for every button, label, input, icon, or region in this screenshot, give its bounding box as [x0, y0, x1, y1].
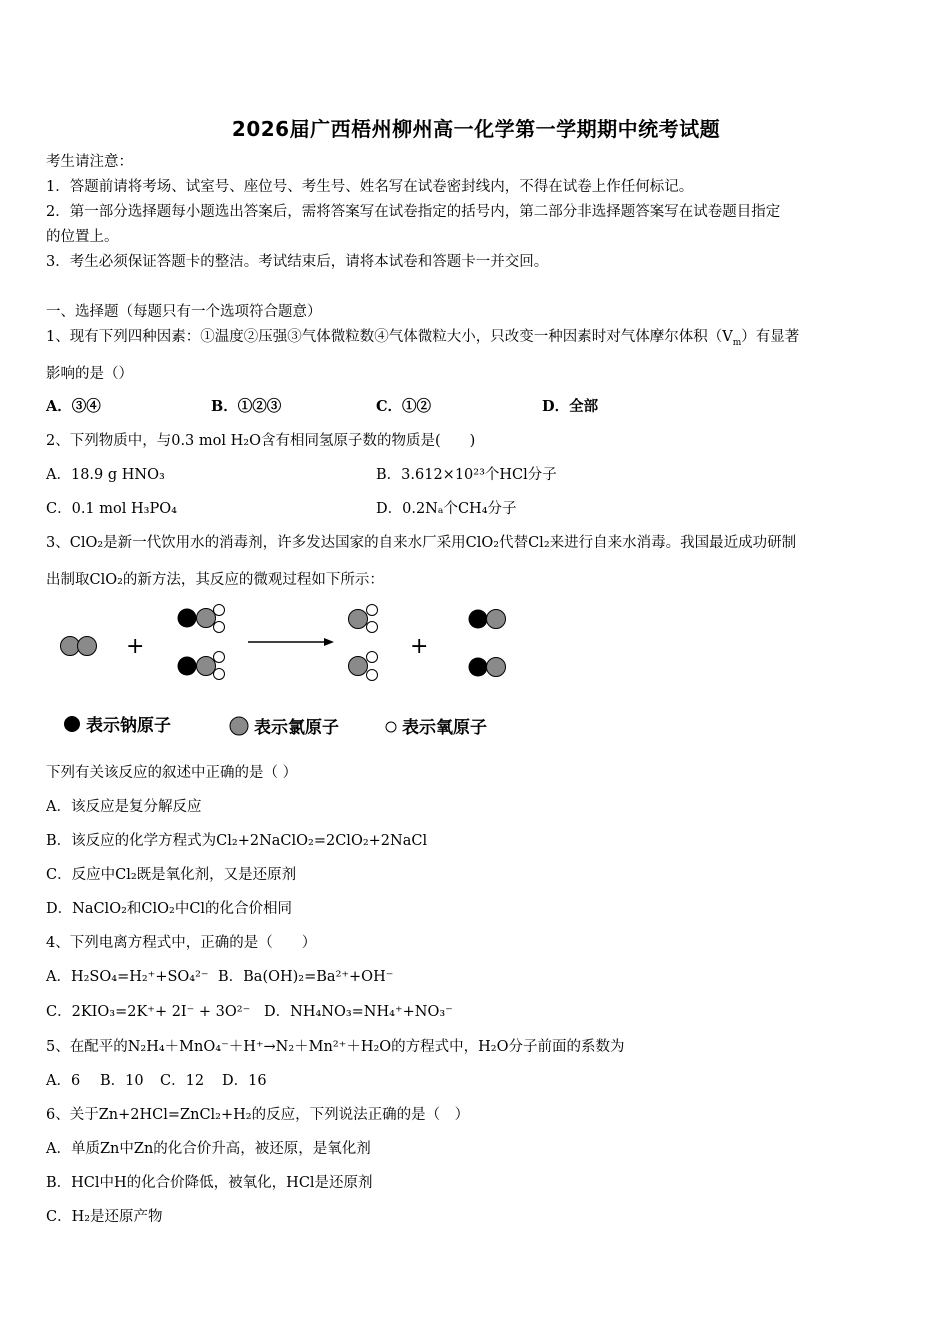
q1-stem-a: 1、现有下列四种因素：①温度②压强③气体微粒数④气体微粒大小，只改变一种因素时对气体摩尔体积（V	[46, 329, 733, 345]
q6-stem: 6、关于Zn+2HCl=ZnCl₂+H₂的反应，下列说法正确的是（ ）	[46, 1107, 470, 1123]
chlorine-dioxide-molecule-2	[349, 652, 378, 681]
q1-option-a: A．③④	[46, 398, 101, 415]
reaction-arrow	[248, 638, 334, 646]
q1-stem-b: ）有显著	[741, 329, 800, 345]
sodium-chloride-molecule-2	[469, 658, 506, 677]
q5-option-c: C．12	[160, 1073, 205, 1089]
q6-option-a: A．单质Zn中Zn的化合价升高，被还原，是氧化剂	[46, 1141, 371, 1157]
q3-option-a: A．该反应是复分解反应	[46, 799, 202, 815]
q4-option-d: D．NH₄NO₃=NH₄⁺+NO₃⁻	[264, 1004, 453, 1020]
sodium-chloride-molecule-1	[469, 610, 506, 629]
page-title: 2026届广西梧州柳州高一化学第一学期期中统考试题	[231, 117, 721, 141]
q5-option-b: B．10	[100, 1073, 144, 1089]
q4-option-a: A．H₂SO₄=H₂⁺+SO₄²⁻	[46, 969, 209, 985]
q3-option-c: C．反应中Cl₂既是氧化剂，又是还原剂	[46, 867, 297, 883]
plus-sign-1: +	[126, 634, 145, 659]
q3-stem-line1: 3、ClO₂是新一代饮用水的消毒剂，许多发达国家的自来水厂采用ClO₂代替Cl₂来进行自来水消毒。我国最近成功研制	[46, 535, 797, 551]
chlorine-dioxide-molecule-1	[349, 605, 378, 633]
section-heading: 一、选择题（每题只有一个选项符合题意）	[46, 304, 322, 320]
q6-option-b: B．HCl中H的化合价降低，被氧化，HCl是还原剂	[46, 1175, 373, 1191]
q2-option-b: B．3.612×10²³个HCl分子	[376, 467, 557, 483]
q1-stem-sub: m	[732, 337, 742, 348]
q5-option-d: D．16	[222, 1073, 267, 1089]
q3-stem-line2: 出制取ClO₂的新方法，其反应的微观过程如下所示：	[46, 572, 384, 588]
q1-stem-line2: 影响的是（）	[46, 366, 133, 382]
q2-option-d: D．0.2Nₐ个CH₄分子	[376, 501, 517, 517]
legend	[64, 715, 487, 738]
legend-oxygen-swatch	[386, 722, 396, 732]
q6-option-c: C．H₂是还原产物	[46, 1209, 163, 1225]
notice-item-2-cont: 的位置上。	[46, 229, 119, 245]
q4-stem: 4、下列电离方程式中，正确的是（ ）	[46, 935, 317, 951]
q3-question: 下列有关该反应的叙述中正确的是（ ）	[46, 765, 298, 781]
q2-option-a: A．18.9 g HNO₃	[46, 467, 165, 483]
q1-option-c: C．①②	[376, 398, 432, 415]
q1-stem	[46, 327, 799, 347]
sodium-chlorite-molecule-2	[178, 652, 225, 680]
reaction-diagram	[46, 600, 566, 748]
legend-oxygen-label: 表示氧原子	[402, 718, 487, 738]
legend-sodium-label: 表示钠原子	[86, 716, 171, 736]
legend-sodium-swatch	[64, 716, 80, 732]
q1-option-d: D．全部	[542, 398, 599, 415]
notice-item-2: 2．第一部分选择题每小题选出答案后，需将答案写在试卷指定的括号内，第二部分非选择题答案写在试卷题目指定	[46, 204, 781, 220]
q3-option-b: B．该反应的化学方程式为Cl₂+2NaClO₂=2ClO₂+2NaCl	[46, 833, 428, 849]
legend-chlorine-swatch	[230, 717, 248, 735]
notice-item-3: 3．考生必须保证答题卡的整洁。考试结束后，请将本试卷和答题卡一并交回。	[46, 254, 549, 270]
plus-sign-2: +	[410, 634, 429, 659]
q2-stem: 2、下列物质中，与0.3 mol H₂O含有相同氢原子数的物质是( )	[46, 433, 476, 449]
q5-option-a: A．6	[46, 1073, 81, 1089]
legend-chlorine-label: 表示氯原子	[254, 718, 339, 738]
notice-heading: 考生请注意：	[46, 154, 133, 170]
chlorine-molecule	[61, 637, 97, 656]
q4-option-c: C．2KIO₃=2K⁺+ 2I⁻ + 3O²⁻	[46, 1004, 251, 1020]
notice-item-1: 1．答题前请将考场、试室号、座位号、考生号、姓名写在试卷密封线内，不得在试卷上作任何标记。	[46, 179, 694, 195]
sodium-chlorite-molecule-1	[178, 605, 225, 633]
q4-option-b: B．Ba(OH)₂=Ba²⁺+OH⁻	[218, 969, 394, 985]
q2-option-c: C．0.1 mol H₃PO₄	[46, 501, 177, 517]
q5-stem: 5、在配平的N₂H₄＋MnO₄⁻＋H⁺→N₂＋Mn²⁺＋H₂O的方程式中，H₂O分子前面的系数为	[46, 1039, 625, 1055]
q3-option-d: D．NaClO₂和ClO₂中Cl的化合价相同	[46, 901, 293, 917]
q1-option-b: B．①②③	[211, 398, 282, 415]
